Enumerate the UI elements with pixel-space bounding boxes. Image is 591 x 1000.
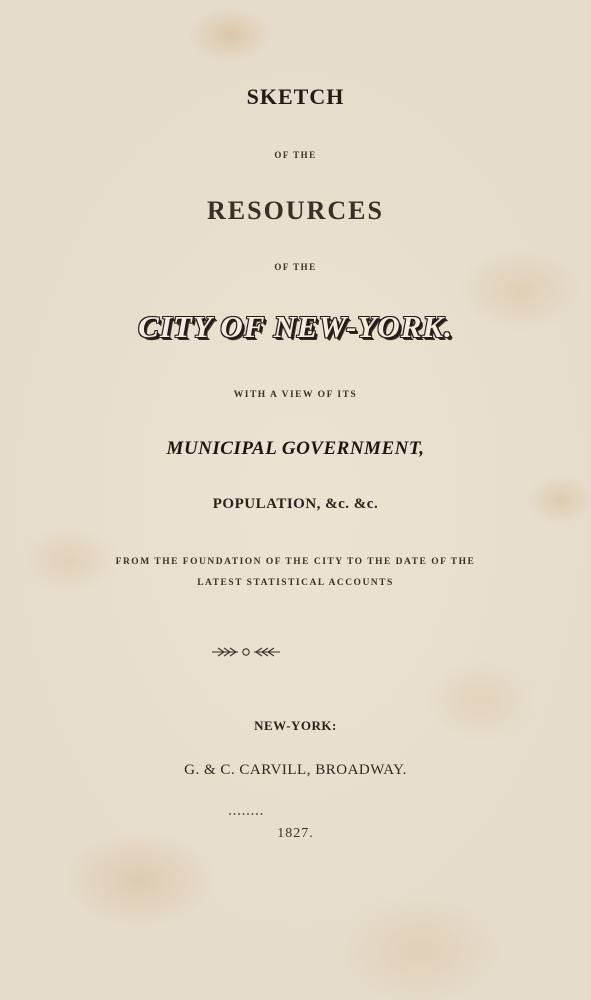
subtitle-municipal-government: MUNICIPAL GOVERNMENT, bbox=[166, 438, 425, 459]
title-sketch: SKETCH bbox=[246, 84, 345, 109]
of-the-connector-1: OF THE bbox=[274, 150, 317, 160]
subtitle-with-a-view: WITH A VIEW OF ITS bbox=[233, 390, 358, 400]
imprint-year: 1827. bbox=[277, 826, 314, 841]
printer-ornament-icon bbox=[210, 644, 282, 660]
subtitle-population: POPULATION, &c. &c. bbox=[212, 496, 379, 512]
imprint-place: NEW-YORK: bbox=[254, 718, 337, 733]
imprint-publisher: G. & C. CARVILL, BROADWAY. bbox=[184, 762, 407, 778]
dotted-rule bbox=[228, 812, 264, 816]
of-the-connector-2: OF THE bbox=[274, 262, 317, 272]
scope-line-1: FROM THE FOUNDATION OF THE CITY TO THE DATE OF THE bbox=[115, 557, 476, 567]
title-resources: RESOURCES bbox=[207, 196, 384, 225]
title-city-of-new-york: CITY OF NEW-YORK. bbox=[138, 309, 453, 344]
scope-line-2: LATEST STATISTICAL ACCOUNTS bbox=[197, 578, 394, 588]
